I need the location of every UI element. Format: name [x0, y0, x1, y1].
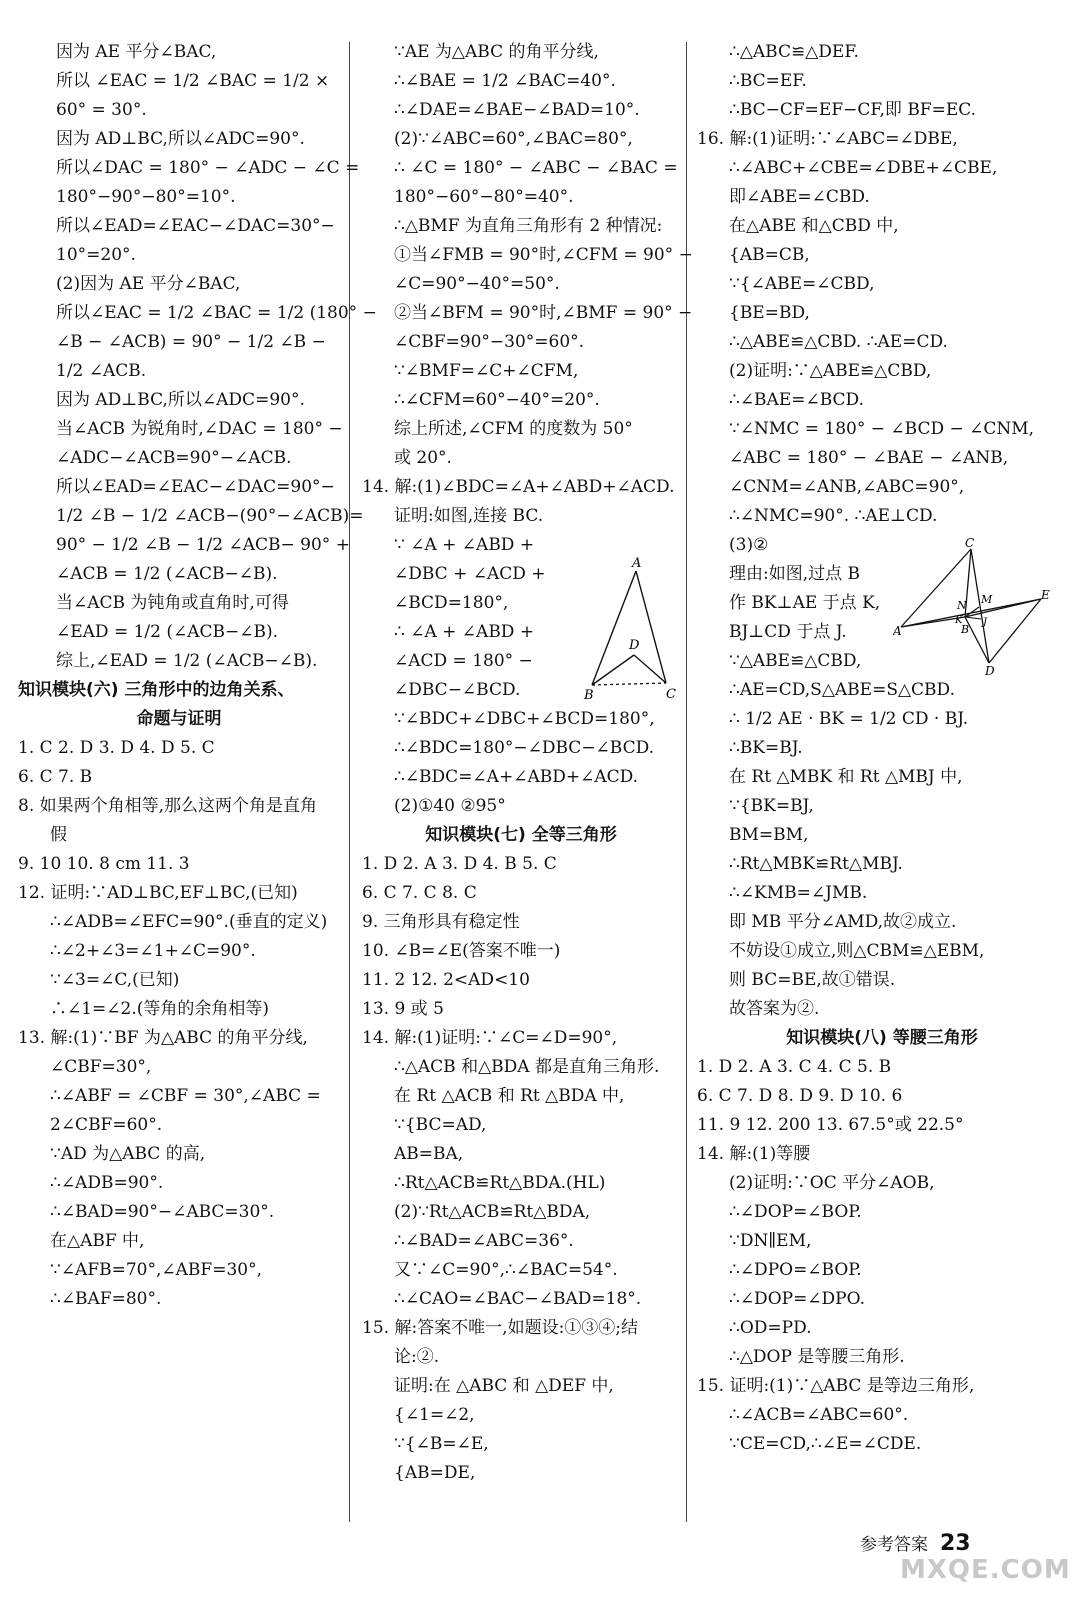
text-line: (2)∵∠ABC=60°,∠BAC=80°, — [394, 129, 633, 149]
text-line: ∴BK=BJ. — [729, 738, 803, 758]
text-line: ∠BCD=180°, — [394, 593, 509, 613]
text-line: ∵{BK=BJ, — [729, 796, 814, 816]
text-line: ∴∠NMC=90°. ∴AE⊥CD. — [729, 506, 938, 526]
text-line: ∴△ABC≌△DEF. — [729, 42, 859, 62]
text-line: 故答案为②. — [729, 999, 820, 1019]
text-line: BJ⊥CD 于点 J. — [729, 622, 847, 642]
edge-e-d — [989, 599, 1041, 663]
text-line: ∵∠BMF=∠C+∠CFM, — [394, 361, 579, 381]
text-line: {AB=DE, — [394, 1463, 476, 1483]
text-line: (2)证明:∵△ABE≌△CBD, — [729, 361, 932, 381]
edge-bc-dashed — [592, 683, 666, 685]
text-line: 综上,∠EAD = 1/2 (∠ACB−∠B). — [56, 651, 318, 671]
text-line: 13. 解:(1)∵BF 为△ABC 的角平分线, — [18, 1028, 308, 1048]
text-line: 14. 解:(1)证明:∵∠C=∠D=90°, — [362, 1028, 618, 1048]
text-line: ∴∠1=∠2.(等角的余角相等) — [50, 999, 270, 1019]
text-line: ∵{∠B=∠E, — [394, 1434, 489, 1454]
text-line: ∴∠BAE=∠BCD. — [729, 390, 864, 410]
text-line: 1/2 ∠B − 1/2 ∠ACB−(90°−∠ACB)= — [56, 506, 364, 526]
text-line: 所以∠DAC = 180° − ∠ADC − ∠C = — [56, 158, 360, 178]
text-line: 在△ABF 中, — [50, 1231, 145, 1251]
text-line: ∴ ∠A + ∠ABD + — [394, 622, 535, 642]
text-line: ∴△ACB 和△BDA 都是直角三角形. — [394, 1057, 660, 1077]
text-line: ∠CNM=∠ANB,∠ABC=90°, — [729, 477, 965, 497]
text-line: ∴∠ADB=90°. — [50, 1173, 164, 1193]
text-line: ∴∠2+∠3=∠1+∠C=90°. — [50, 941, 256, 961]
text-line: 11. 2 12. 2<AD<10 — [362, 970, 530, 990]
text-line: ∴∠DOP=∠BOP. — [729, 1202, 862, 1222]
text-line: 所以∠EAC = 1/2 ∠BAC = 1/2 (180° − — [56, 303, 377, 323]
text-line: 综上所述,∠CFM 的度数为 50° — [394, 419, 633, 439]
text-line: ∴∠CFM=60°−40°=20°. — [394, 390, 600, 410]
label-d: D — [629, 638, 640, 653]
text-line: 所以 ∠EAC = 1/2 ∠BAC = 1/2 × — [56, 71, 330, 91]
text-line: 15. 证明:(1)∵△ABC 是等边三角形, — [697, 1376, 975, 1396]
text-line: 6. C 7. B — [18, 767, 93, 787]
figure-congruent-triangles — [893, 537, 1053, 677]
label-a2: A — [893, 624, 902, 638]
text-line: ∵{∠ABE=∠CBD, — [729, 274, 875, 294]
text-line: BM=BM, — [729, 825, 809, 845]
text-line: ∴∠BDC=180°−∠DBC−∠BCD. — [394, 738, 655, 758]
text-line: {∠1=∠2, — [394, 1405, 475, 1425]
text-line: ∵AE 为△ABC 的角平分线, — [394, 42, 599, 62]
text-line: 证明:在 △ABC 和 △DEF 中, — [394, 1376, 614, 1396]
text-line: ∠DBC−∠BCD. — [394, 680, 521, 700]
text-line: 因为 AD⊥BC,所以∠ADC=90°. — [56, 390, 305, 410]
text-line: ∵∠AFB=70°,∠ABF=30°, — [50, 1260, 262, 1280]
text-line: ∴△BMF 为直角三角形有 2 种情况: — [394, 216, 663, 236]
label-m: M — [981, 593, 993, 606]
column-divider-1 — [349, 42, 350, 1522]
text-line: 9. 三角形具有稳定性 — [362, 912, 520, 932]
column-2 — [362, 38, 693, 1488]
text-line: 10. ∠B=∠E(答案不唯一) — [362, 941, 561, 961]
text-line: {BE=BD, — [729, 303, 810, 323]
text-line: 6. C 7. C 8. C — [362, 883, 477, 903]
text-line: ∠EAD = 1/2 (∠ACB−∠B). — [56, 622, 279, 642]
label-e2: E — [1041, 588, 1050, 602]
text-line: 所以∠EAD=∠EAC−∠DAC=90°− — [56, 477, 335, 497]
text-line: ∠CBF=30°, — [50, 1057, 152, 1077]
watermark: MXQE.COM — [900, 1555, 1071, 1585]
label-n: N — [957, 599, 967, 612]
text-line: 在△ABE 和△CBD 中, — [729, 216, 899, 236]
text-line: 180°−60°−80°=40°. — [394, 187, 574, 207]
text-line: ∴∠DPO=∠BOP. — [729, 1260, 862, 1280]
text-line: (2)因为 AE 平分∠BAC, — [56, 274, 241, 294]
label-c: C — [666, 687, 676, 700]
text-line: ∴∠BAF=80°. — [50, 1289, 162, 1309]
text-line: 理由:如图,过点 B — [729, 564, 861, 584]
text-line: 90° − 1/2 ∠B − 1/2 ∠ACB− 90° + — [56, 535, 350, 555]
section-heading: 命题与证明 — [136, 709, 222, 729]
text-line: 13. 9 或 5 — [362, 999, 444, 1019]
text-line: ①当∠FMB = 90°时,∠CFM = 90° − — [394, 245, 693, 265]
edge-b-j — [965, 617, 981, 619]
text-line: ∠ABC = 180° − ∠BAE − ∠ANB, — [729, 448, 1009, 468]
text-line: 11. 9 12. 200 13. 67.5°或 22.5° — [697, 1115, 964, 1135]
text-line: AB=BA, — [394, 1144, 464, 1164]
text-line: 1. C 2. D 3. D 4. D 5. C — [18, 738, 215, 758]
text-line: ∠ADC−∠ACB=90°−∠ACB. — [56, 448, 292, 468]
text-line: ∴∠BDC=∠A+∠ABD+∠ACD. — [394, 767, 639, 787]
text-line: ∠C=90°−40°=50°. — [394, 274, 560, 294]
text-line: 1/2 ∠ACB. — [56, 361, 147, 381]
text-line: ∵∠3=∠C,(已知) — [50, 970, 180, 990]
label-k: K — [955, 615, 963, 626]
text-line: 6. C 7. D 8. D 9. D 10. 6 — [697, 1086, 903, 1106]
text-line: ∵ ∠A + ∠ABD + — [394, 535, 535, 555]
text-line: ∴ 1/2 AE · BK = 1/2 CD · BJ. — [729, 709, 969, 729]
label-a: A — [632, 556, 642, 571]
text-line: ∵DN∥EM, — [729, 1231, 812, 1251]
text-line: 14. 解:(1)等腰 — [697, 1144, 811, 1164]
text-line: 15. 解:答案不唯一,如题设:①③④;结 — [362, 1318, 639, 1338]
text-line: ∴∠DOP=∠DPO. — [729, 1289, 865, 1309]
text-line: ∴△DOP 是等腰三角形. — [729, 1347, 905, 1367]
text-line: ∵∠BDC+∠DBC+∠BCD=180°, — [394, 709, 655, 729]
text-line: ∵△ABE≌△CBD, — [729, 651, 862, 671]
text-line: 所以∠EAD=∠EAC−∠DAC=30°− — [56, 216, 335, 236]
text-line: 因为 AE 平分∠BAC, — [56, 42, 217, 62]
edge-ab — [592, 571, 636, 685]
text-line: (2)①40 ②95° — [394, 796, 506, 816]
text-line: 2∠CBF=60°. — [50, 1115, 163, 1135]
text-line: ∴∠ABC+∠CBE=∠DBE+∠CBE, — [729, 158, 998, 178]
text-line: 即 MB 平分∠AMD,故②成立. — [729, 912, 957, 932]
text-line: (3)② — [729, 535, 769, 555]
text-line: ∴∠ADB=∠EFC=90°.(垂直的定义) — [50, 912, 328, 932]
text-line: 1. D 2. A 3. C 4. C 5. B — [697, 1057, 892, 1077]
text-line: 16. 解:(1)证明:∵∠ABC=∠DBE, — [697, 129, 958, 149]
text-line: ∵∠NMC = 180° − ∠BCD − ∠CNM, — [729, 419, 1035, 439]
text-line: 8. 如果两个角相等,那么这两个角是直角 — [18, 796, 318, 816]
text-line: ∵{BC=AD, — [394, 1115, 487, 1135]
text-line: 12. 证明:∵AD⊥BC,EF⊥BC,(已知) — [18, 883, 298, 903]
text-line: ∴∠ACB=∠ABC=60°. — [729, 1405, 909, 1425]
text-line: 在 Rt △ACB 和 Rt △BDA 中, — [394, 1086, 625, 1106]
text-line: ∴BC=EF. — [729, 71, 807, 91]
column-1 — [18, 38, 377, 1314]
text-line: ∴∠ABF = ∠CBF = 30°,∠ABC = — [50, 1086, 321, 1106]
text-line: 14. 解:(1)∠BDC=∠A+∠ABD+∠ACD. — [362, 477, 675, 497]
text-line: ∴BC−CF=EF−CF,即 BF=EC. — [729, 100, 977, 120]
text-line: ∠DBC + ∠ACD + — [394, 564, 546, 584]
text-line: ∴AE=CD,S△ABE=S△CBD. — [729, 680, 955, 700]
figure-triangle-abcd — [578, 555, 688, 700]
text-line: ∴∠KMB=∠JMB. — [729, 883, 868, 903]
text-line: 180°−90°−80°=10°. — [56, 187, 236, 207]
text-line: 当∠ACB 为锐角时,∠DAC = 180° − — [56, 419, 343, 439]
edge-cd — [634, 655, 666, 683]
text-line: 论:②. — [394, 1347, 440, 1367]
text-line: ∴Rt△MBK≌Rt△MBJ. — [729, 854, 903, 874]
page-footer — [860, 1530, 971, 1556]
edge-b-e — [965, 599, 1041, 617]
section-heading: 知识模块(六) 三角形中的边角关系、 — [18, 680, 295, 700]
text-line: 证明:如图,连接 BC. — [394, 506, 544, 526]
label-c2: C — [965, 537, 975, 550]
text-line: 不妨设①成立,则△CBM≌△EBM, — [729, 941, 985, 961]
text-line: (2)∵Rt△ACB≌Rt△BDA, — [394, 1202, 591, 1222]
text-line: ∵CE=CD,∴∠E=∠CDE. — [729, 1434, 922, 1454]
edge-ac — [636, 571, 666, 683]
text-line: ∴∠DAE=∠BAE−∠BAD=10°. — [394, 100, 640, 120]
text-line: ∴∠BAD=∠ABC=36°. — [394, 1231, 574, 1251]
text-line: 当∠ACB 为钝角或直角时,可得 — [56, 593, 289, 613]
text-line: ∠CBF=90°−30°=60°. — [394, 332, 585, 352]
text-line: ∠B − ∠ACB) = 90° − 1/2 ∠B − — [56, 332, 326, 352]
text-line: 1. D 2. A 3. D 4. B 5. C — [362, 854, 557, 874]
section-heading: 知识模块(七) 全等三角形 — [425, 825, 617, 845]
text-line: 又∵∠C=90°,∴∠BAC=54°. — [394, 1260, 618, 1280]
text-line: (2)证明:∵OC 平分∠AOB, — [729, 1173, 935, 1193]
text-line: ∵AD 为△ABC 的高, — [50, 1144, 206, 1164]
text-line: 10°=20°. — [56, 245, 136, 265]
text-line: {AB=CB, — [729, 245, 810, 265]
label-b: B — [584, 688, 594, 700]
text-line: ∴OD=PD. — [729, 1318, 812, 1338]
text-line: 作 BK⊥AE 于点 K, — [729, 593, 881, 613]
text-line: 则 BC=BE,故①错误. — [729, 970, 896, 990]
footer-label: 参考答案 — [860, 1535, 928, 1555]
text-line: 即∠ABE=∠CBD. — [729, 187, 870, 207]
text-line: 9. 10 10. 8 cm 11. 3 — [18, 854, 190, 874]
label-b2: B — [961, 623, 970, 636]
text-line: ∴∠BAD=90°−∠ABC=30°. — [50, 1202, 275, 1222]
section-heading: 知识模块(八) 等腰三角形 — [786, 1028, 978, 1048]
text-line: 或 20°. — [394, 448, 452, 468]
text-line: 假 — [50, 825, 67, 845]
text-line: ∴△ABE≌△CBD. ∴AE=CD. — [729, 332, 948, 352]
text-line: ∴ ∠C = 180° − ∠ABC − ∠BAC = — [394, 158, 678, 178]
label-d2: D — [985, 664, 995, 677]
text-line: ∴∠CAO=∠BAC−∠BAD=18°. — [394, 1289, 642, 1309]
text-line: ∠ACB = 1/2 (∠ACB−∠B). — [56, 564, 278, 584]
text-line: 60° = 30°. — [56, 100, 147, 120]
text-line: 在 Rt △MBK 和 Rt △MBJ 中, — [729, 767, 963, 787]
text-line: ∴∠BAE = 1/2 ∠BAC=40°. — [394, 71, 616, 91]
text-line: 因为 AD⊥BC,所以∠ADC=90°. — [56, 129, 305, 149]
text-line: ∴Rt△ACB≌Rt△BDA.(HL) — [394, 1173, 606, 1193]
label-j: J — [983, 617, 988, 628]
page-number: 23 — [940, 1531, 971, 1556]
text-line: ∠ACD = 180° − — [394, 651, 533, 671]
text-line: ②当∠BFM = 90°时,∠BMF = 90° − — [394, 303, 693, 323]
column-3 — [697, 38, 1067, 1459]
